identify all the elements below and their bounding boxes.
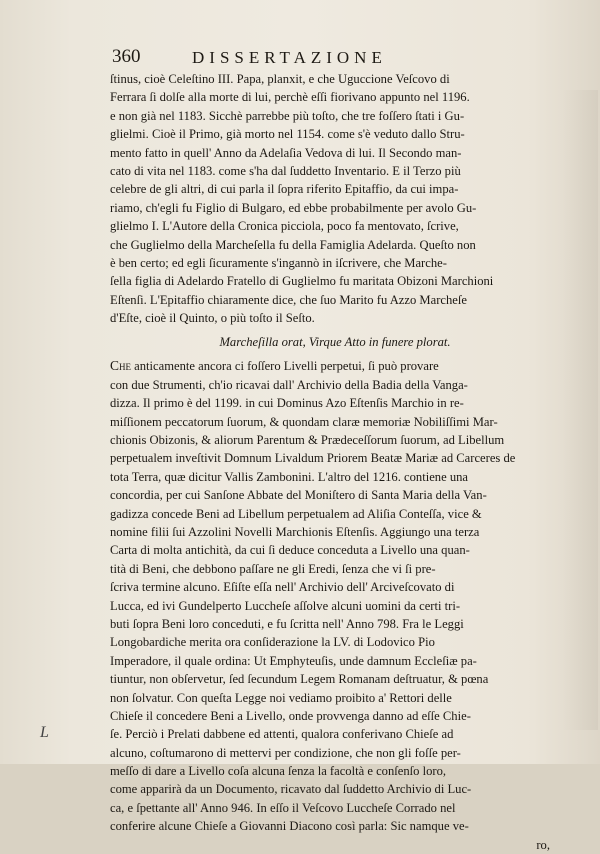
text-line: ca, e ſpettante all' Anno 946. In eſſo il Veſcovo Luccheſe Corrado nel <box>110 800 456 815</box>
text-line: celebre de gli altri, di cui parla il ſopra riferito Epitaffio, da cui impa- <box>110 182 459 197</box>
text-line: con due Strumenti, ch'io ricavai dall' Archivio della Badia della Vanga- <box>110 377 468 392</box>
paragraph-dropcap: Che <box>110 358 132 374</box>
page-number: 360 <box>112 46 141 67</box>
text-line: Eſtenſi. L'Epitaffio chiaramente dice, che ſuo Marito fu Azzo Marcheſe <box>110 292 467 307</box>
text-line: nomine filii ſui Azzolini Novelli Marchionis Eſtenſis. Aggiungo una terza <box>110 524 480 539</box>
text-line: e non già nel 1183. Sicchè parrebbe più toſto, che tre foſſero ſtati i Gu- <box>110 108 465 123</box>
text-line: tiuntur, non obſervetur, ſed ſecundum Legem Romanam deſtruatur, & pœna <box>110 672 489 687</box>
text-line: chionis Obizonis, & aliorum Parentum & Prædeceſſorum ſuorum, ad Libellum <box>110 433 505 448</box>
body-text <box>110 70 560 854</box>
page-header <box>112 46 552 68</box>
paragraph-first-line <box>110 357 560 375</box>
running-title: DISSERTAZIONE <box>192 48 387 67</box>
text-line: ſe. Perciò i Prelati dabbene ed attenti, qualora conferivano Chieſe ad <box>110 727 454 742</box>
text-line: tota Terra, quæ dicitur Vallis Zambonini. L'altro del 1216. contiene una <box>110 469 469 484</box>
text-line: Carta di molta antichità, da cui ſi deduce conceduta a Livello una quan- <box>110 543 470 558</box>
text-line: alcuno, coſtumarono di mettervi per condizione, che non gli foſſe per- <box>110 745 461 760</box>
text-line: cato di vita nel 1183. come s'ha dal ſuddetto Inventario. E il Terzo più <box>110 163 461 178</box>
text-line: ſella figlia di Adelardo Fratello di Guglielmo fu maritata Obizoni Marchioni <box>110 274 494 289</box>
text-line: non ſolvatur. Con queſta Legge noi vediamo proibito a' Rettori delle <box>110 690 452 705</box>
text-line: Ferrara ſi dolſe alla morte di lui, perchè eſſi fiorivano appunto nel 1196. <box>110 90 470 105</box>
page-edge-shadow <box>562 90 598 730</box>
text-line: d'Eſte, cioè il Quinto, o più toſto il Seſto. <box>110 311 315 326</box>
text-line: perpetualem inveſtivit Domnum Livaldum Priorem Beatæ Mariæ ad Carceres de <box>110 451 516 466</box>
text-line: come apparirà da un Documento, ricavato dal ſuddetto Archivio di Luc- <box>110 782 472 797</box>
text-line: mento fatto in quell' Anno da Adelaſia Vedova di lui. Il Secondo man- <box>110 145 462 160</box>
text-line: ſcriva termine alcuno. Eſiſte eſſa nell' Archivio dell' Arciveſcovato di <box>110 580 455 595</box>
text-line: gadizza concede Beni ad Libellum perpetualem ad Aliſia Conteſſa, vice & <box>110 506 482 521</box>
text-line: dizza. Il primo è del 1199. in cui Dominus Azo Eſtenſis Marchio in re- <box>110 396 464 411</box>
text-line: glielmo I. L'Autore della Cronica picciola, poco fa mentovato, ſcrive, <box>110 219 459 234</box>
catchword: ro, <box>536 837 550 852</box>
text-line: Imperadore, il quale ordina: Ut Emphyteuſis, unde damnum Eccleſiæ pa- <box>110 653 477 668</box>
text-line: è ben certo; ed egli ſicuramente s'ingannò in iſcrivere, che Marche- <box>110 255 447 270</box>
text-line: ſtinus, cioè Celeſtino III. Papa, planxit, e che Uguccione Veſcovo di <box>110 72 450 86</box>
text-line: glielmi. Cioè il Primo, già morto nel 1154. come s'è veduto dallo Stru- <box>110 127 465 142</box>
text-line: riamo, ch'egli fu Figlio di Bulgaro, ed ebbe probabilmente per avolo Gu- <box>110 200 477 215</box>
text-line: tità di Beni, che debbono paſſare ne gli Eredi, ſenza che vi ſi pre- <box>110 561 436 576</box>
text-line: buti ſopra Beni loro conceduti, e fu ſcritta nell' Anno 798. Fra le Leggi <box>110 616 464 631</box>
epitaph-verse: Marcheſilla orat, Virque Atto in funere plorat. <box>219 335 451 350</box>
text-line: Longobardiche merita ora conſiderazione la LV. di Lodovico Pio <box>110 635 435 650</box>
text-line: miſſionem peccatorum ſuorum, & quondam claræ memoriæ Nobiliſſimi Mar- <box>110 414 498 429</box>
text-line: che Guglielmo della Marcheſella fu della Famiglia Adelarda. Queſto non <box>110 237 476 252</box>
text-line: meſſo di dare a Livello coſa alcuna ſenza la facoltà e conſenſo loro, <box>110 764 447 779</box>
text-line: conferire alcune Chieſe a Giovanni Diacono così parla: Sic namque ve- <box>110 819 469 834</box>
text-line: Lucca, ed ivi Gundelperto Luccheſe aſſolve alcuni uomini da certi tri- <box>110 598 461 613</box>
text-line: concordia, per cui Sanſone Abbate del Moniſtero di Santa Maria della Van- <box>110 488 487 503</box>
margin-mark: L <box>40 724 49 741</box>
text-line: anticamente ancora ci foſſero Livelli perpetui, ſi può provare <box>131 359 439 374</box>
text-line: Chieſe il concedere Beni a Livello, onde provvenga danno ad eſſe Chie- <box>110 708 471 723</box>
